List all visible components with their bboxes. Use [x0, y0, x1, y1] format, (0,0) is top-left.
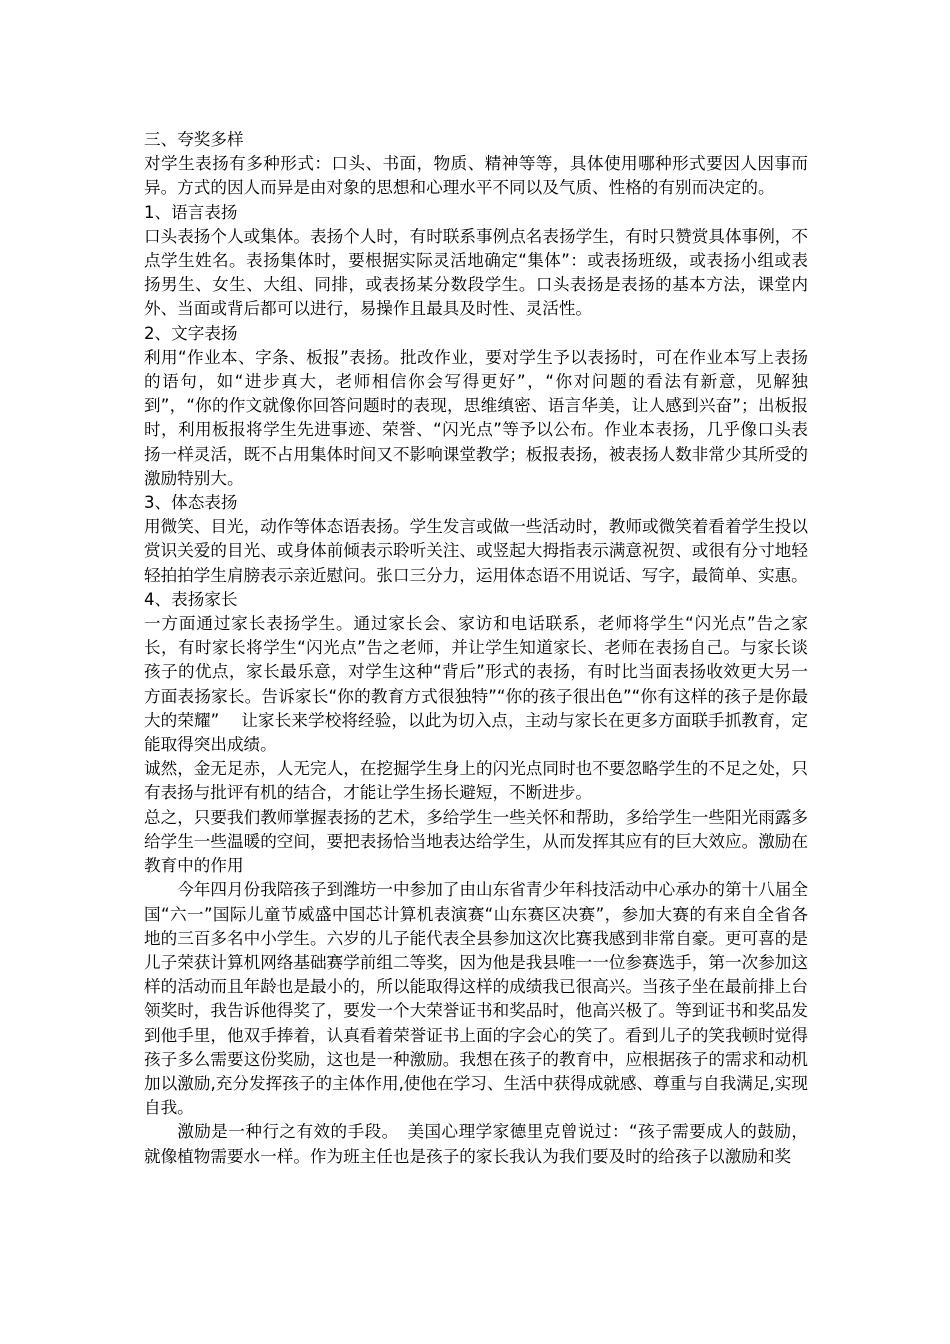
- document-body: [144, 128, 808, 1169]
- closing-paragraph-1: 诚然，金无足赤，人无完人，在挖掘学生身上的闪光点同时也不要忽略学生的不足之处，只有表扬与批评有机的结合，才能让学生扬长避短，不断进步。: [144, 759, 808, 803]
- intro-paragraph: 对学生表扬有多种形式：口头、书面，物质、精神等等，具体使用哪种形式要因人因事而异。方式的因人而异是由对象的思想和心理水平不同以及气质、性格的有别而决定的。: [144, 154, 808, 198]
- closing-paragraph-2: 总之，只要我们教师掌握表扬的艺术，多给学生一些关怀和帮助，多给学生一些阳光雨露多给学生一些温暖的空间，要把表扬恰当地表达给学生，从而发挥其应有的巨大效应。激励在教育中的作用: [144, 807, 808, 876]
- subsection-body-written: 利用“作业本、字条、板报”表扬。批改作业，要对学生予以表扬时，可在作业本写上表扬的语句，如“进步真大，老师相信你会写得更好”，“你对问题的看法有新意，见解独到”，“你的作文就像你回答问题时的表现，思维缜密、语言华美，让人感到兴奋”；出板报时，利用板报将学生先进事迹、荣誉、“闪光点”等予以公布。作业本表扬，几乎像口头表扬一样灵活，既不占用集体时间又不影响课堂教学；板报表扬，被表扬人数非常少其所受的激励特别大。: [144, 347, 808, 488]
- subsection-body-verbal: 口头表扬个人或集体。表扬个人时，有时联系事例点名表扬学生，有时只赞赏具体事例，不点学生姓名。表扬集体时，要根据实际灵活地确定“集体”：或表扬班级，或表扬小组或表扬男生、女生、大组、同排，或表扬某分数段学生。口头表扬是表扬的基本方法，课堂内外、当面或背后都可以进行，易操作且最具及时性、灵活性。: [144, 226, 808, 319]
- subsection-title-body-language: 3、体态表扬: [144, 493, 238, 513]
- subsection-title-written: 2、文字表扬: [144, 323, 238, 343]
- story-paragraph-2: 激励是一种行之有效的手段。 美国心理学家德里克曾说过：“孩子需要成人的鼓励，就像植物需要水一样。作为班主任也是孩子的家长我认为我们要及时的给孩子以激励和奖: [144, 1122, 808, 1166]
- subsection-body-parents: 一方面通过家长表扬学生。通过家长会、家访和电话联系，老师将学生“闪光点”告之家长，有时家长将学生“闪光点”告之老师，并让学生知道家长、老师在表扬自己。与家长谈孩子的优点，家长最乐意，对学生这种“背后”形式的表扬，有时比当面表扬收效更大另一方面表扬家长。告诉家长“你的教育方式很独特”“你的孩子很出色”“你有这样的孩子是你最大的荣耀” 让家长来学校将经验，以此为切入点，主动与家长在更多方面联手抓教育，定能取得突出成绩。: [144, 614, 808, 755]
- section-heading: 三、夸奖多样: [144, 130, 244, 149]
- story-paragraph-1: 今年四月份我陪孩子到潍坊一中参加了由山东省青少年科技活动中心承办的第十八届全国“六一”国际儿童节威盛中国芯计算机表演赛“山东赛区决赛”，参加大赛的有来自全省各地的三百多名中小学生。六岁的儿子能代表全县参加这次比赛我感到非常自豪。更可喜的是儿子荣获计算机网络基础赛学前组二等奖，因为他是我县唯一一位参赛选手，第一次参加这样的活动而且年龄也是最小的，所以能取得这样的成绩我已很高兴。当孩子坐在最前排上台领奖时，我告诉他得奖了，要发一个大荣誉证书和奖品时，他高兴极了。等到证书和奖品发到他手里，他双手捧着，认真看着荣誉证书上面的字会心的笑了。看到儿子的笑我顿时觉得孩子多么需要这份奖励，这也是一种激励。我想在孩子的教育中，应根据孩子的需求和动机加以激励,充分发挥孩子的主体作用,使他在学习、生活中获得成就感、尊重与自我满足,实现自我。: [144, 880, 808, 1118]
- subsection-title-parents: 4、表扬家长: [144, 589, 238, 609]
- subsection-title-verbal: 1、语言表扬: [144, 202, 238, 222]
- subsection-body-body-language: 用微笑、目光，动作等体态语表扬。学生发言或做一些活动时，教师或微笑着看着学生投以赏识关爱的目光、或身体前倾表示聆听关注、或竖起大拇指表示满意祝贺、或很有分寸地轻轻拍拍学生肩膀表示亲近慰问。张口三分力，运用体态语不用说话、写字，最简单、实惠。: [144, 517, 808, 585]
